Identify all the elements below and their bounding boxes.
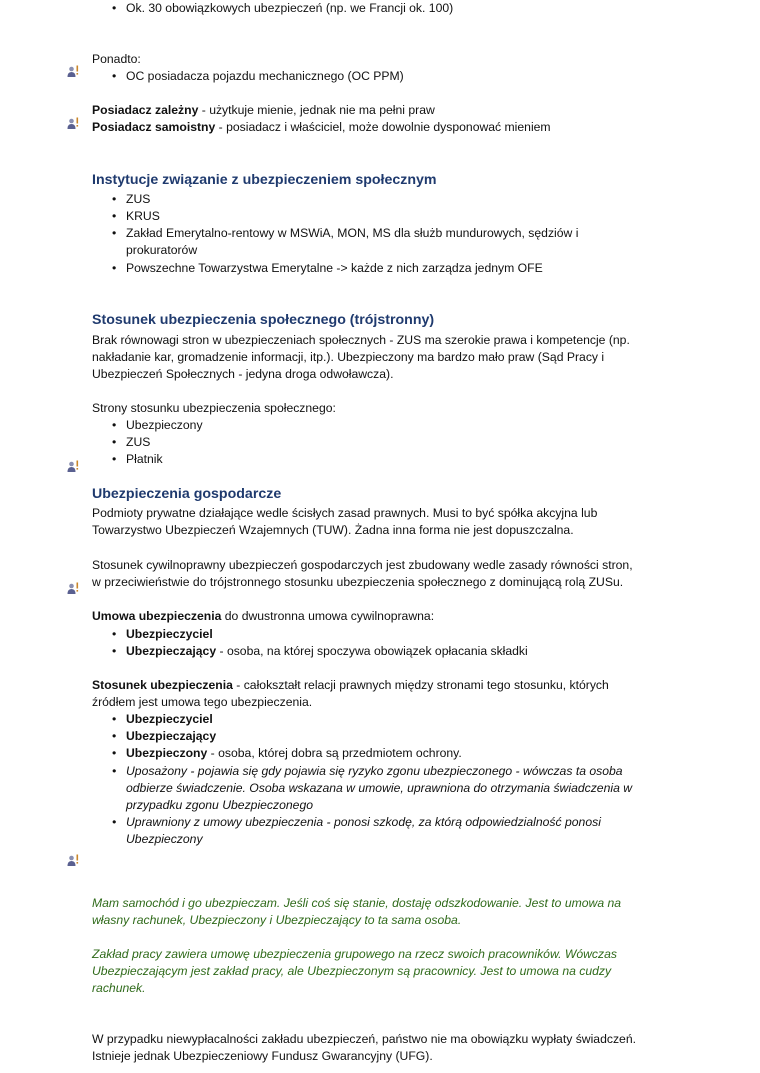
paragraph [92,102,435,119]
user-alert-icon[interactable] [66,64,80,78]
paragraph [92,608,434,625]
list-item: • Ubezpieczony [126,417,203,434]
paragraph-line: Towarzystwo Ubezpieczeń Wzajemnych (TUW). Żadna inna forma nie jest dopuszczalna. [92,523,574,537]
paragraph [92,119,551,136]
term: Ubezpieczający [126,729,217,743]
paragraph-line: Stosunek cywilnoprawny ubezpieczeń gospodarczych jest zbudowany wedle zasady równości stron, [92,558,633,572]
list-item: • ZUS [126,191,150,208]
text: - posiadacz i właściciel, może dowolnie dysponować mieniem [215,120,551,134]
text: - osoba, na której spoczywa obowiązek opłacania składki [216,644,528,658]
paragraph-line: Brak równowagi stron w ubezpieczeniach społecznych - ZUS ma szerokie prawa i kompetencje (np. [92,333,630,347]
term: Posiadacz samoistny [92,120,216,134]
paragraph-line: Istnieje jednak Ubezpieczeniowy Fundusz Gwarancyjny (UFG). [92,1049,433,1063]
term: Ubezpieczony [126,746,208,760]
user-alert-icon[interactable] [66,116,80,130]
section-heading: Ubezpieczenia gospodarcze [92,486,282,502]
paragraph: Ponadto: [92,52,141,66]
list-item: • KRUS [126,208,160,225]
example-line: rachunek. [92,981,146,995]
term: Ubezpieczający [126,644,217,658]
list-item [126,626,213,643]
term: Posiadacz zależny [92,103,199,117]
list-item: • ZUS [126,434,150,451]
paragraph: Strony stosunku ubezpieczenia społecznego: [92,401,336,415]
list-item-cont: odbierze świadczenie. Osoba wskazana w umowie, uprawniona do otrzymania świadczenia w [126,781,633,795]
text: - użytkuje mienie, jednak nie ma pełni praw [198,103,435,117]
term: Umowa ubezpieczenia [92,609,222,623]
paragraph-line: źródłem jest umowa tego ubezpieczenia. [92,695,313,709]
example-line: Mam samochód i go ubezpieczam. Jeśli coś się stanie, dostaję odszkodowanie. Jest to umowa na [92,896,622,910]
list-item [126,728,216,745]
term: Ubezpieczyciel [126,712,213,726]
paragraph-line: W przypadku niewypłacalności zakładu ubezpieczeń, państwo nie ma obowiązku wypłaty świadczeń. [92,1032,636,1046]
text: do dwustronna umowa cywilnoprawna: [221,609,435,623]
text: - całokształt relacji prawnych między stronami tego stosunku, których [232,678,609,692]
list-item [126,745,462,762]
example-line: Ubezpieczającym jest zakład pracy, ale Ubezpieczonym są pracownicy. Jest to umowa na cudzy [92,964,612,978]
list-item-cont: przypadku zgonu Ubezpieczonego [126,798,314,812]
paragraph-line: Podmioty prywatne działające wedle ścisłych zasad prawnych. Musi to być spółka akcyjna lub [92,506,598,520]
term: Stosunek ubezpieczenia [92,678,233,692]
list-item-cont: Ubezpieczony [126,832,203,846]
paragraph-line: nakładanie kar, gromadzenie informacji, itp.). Ubezpieczony ma bardzo mało praw (Sąd Pracy i [92,350,605,364]
example-line: Zakład pracy zawiera umowę ubezpieczenia grupowego na rzecz swoich pracowników. Wówczas [92,947,617,961]
text: - osoba, której dobra są przedmiotem ochrony. [207,746,462,760]
user-alert-icon[interactable] [66,459,80,473]
list-item-cont: prokuratorów [126,243,198,257]
list-item [126,643,528,660]
section-heading: Stosunek ubezpieczenia społecznego (trójstronny) [92,312,435,328]
list-item: • Płatnik [126,451,163,468]
user-alert-icon[interactable] [66,853,80,867]
example-line: własny rachunek, Ubezpieczony i Ubezpieczający to ta sama osoba. [92,913,462,927]
list-item: • Uprawniony z umowy ubezpieczenia - ponosi szkodę, za którą odpowiedzialność ponosi [126,814,601,831]
paragraph-line: w przeciwieństwie do trójstronnego stosunku ubezpieczenia społecznego z dominującą rolą ZUSu. [92,575,624,589]
list-item: • Uposażony - pojawia się gdy pojawia się ryzyko zgonu ubezpieczonego - wówczas ta osoba [126,763,623,780]
user-alert-icon[interactable] [66,581,80,595]
paragraph-line: Ubezpieczeń Społecznych - jedyna droga odwoławcza). [92,367,394,381]
list-item: • Ok. 30 obowiązkowych ubezpieczeń (np. we Francji ok. 100) [126,0,453,17]
list-item: • OC posiadacza pojazdu mechanicznego (OC PPM) [126,68,404,85]
term: Ubezpieczyciel [126,627,213,641]
list-item: • Powszechne Towarzystwa Emerytalne -> każde z nich zarządza jednym OFE [126,260,543,277]
list-item: • Zakład Emerytalno-rentowy w MSWiA, MON, MS dla służb mundurowych, sędziów i [126,225,578,242]
section-heading: Instytucje związanie z ubezpieczeniem społecznym [92,172,437,188]
paragraph [92,677,609,694]
list-item [126,711,213,728]
